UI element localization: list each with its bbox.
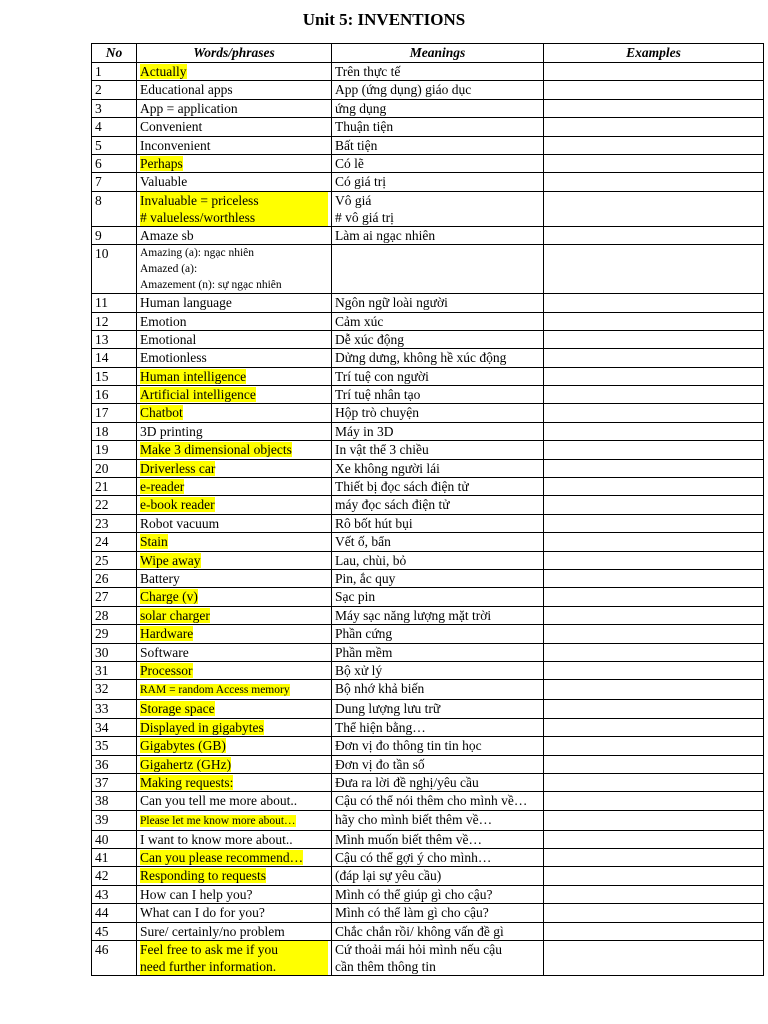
meaning-cell: Cậu có thể gợi ý cho mình… [332,849,544,867]
row-number: 37 [92,773,137,791]
row-number: 25 [92,551,137,569]
table-header-row [92,44,764,63]
table-row [92,792,764,810]
row-number: 30 [92,643,137,661]
row-number: 4 [92,118,137,136]
word-phrase-cell [137,867,332,885]
word-phrase-cell [137,941,332,976]
example-cell [544,191,764,226]
table-row [92,718,764,736]
row-number: 29 [92,625,137,643]
word-phrase-text: Battery [140,570,180,586]
word-phrase-cell [137,755,332,773]
meaning-cell [332,191,544,226]
row-number: 6 [92,154,137,172]
table-row [92,867,764,885]
row-number: 11 [92,294,137,312]
table-row [92,773,764,791]
word-phrase-cell [137,478,332,496]
meaning-cell: Phần cứng [332,625,544,643]
example-cell [544,226,764,244]
meaning-cell: Trên thực tế [332,63,544,81]
example-cell [544,700,764,718]
word-phrase-cell [137,810,332,830]
word-phrase-text: Making requests: [140,774,234,790]
table-row [92,367,764,385]
meaning-cell: máy đọc sách điện tử [332,496,544,514]
example-cell [544,294,764,312]
table-row [92,330,764,348]
table-row [92,496,764,514]
word-phrase-text: I want to know more about.. [140,831,293,847]
meaning-cell: Xe không người lái [332,459,544,477]
word-phrase-cell [137,154,332,172]
meaning-cell: Trí tuệ nhân tạo [332,386,544,404]
example-cell [544,496,764,514]
table-row [92,588,764,606]
word-phrase-text: Can you please recommend… [140,850,304,866]
example-cell [544,810,764,830]
word-phrase-cell [137,533,332,551]
table-row [92,514,764,532]
header-words-phrases: Words/phrases [137,44,332,63]
example-cell [544,154,764,172]
word-phrase-line: # valueless/worthless [140,209,328,226]
meaning-cell: App (ứng dụng) giáo dục [332,81,544,99]
word-phrase-cell [137,459,332,477]
word-phrase-cell [137,330,332,348]
word-phrase-text: Charge (v) [140,589,198,605]
page-title: Unit 5: INVENTIONS [302,10,466,29]
word-phrase-line: Feel free to ask me if you [140,941,328,958]
word-phrase-text: Robot vacuum [140,515,220,531]
meaning-cell: Vết ố, bẩn [332,533,544,551]
header-no: No [92,44,137,63]
word-phrase-cell [137,386,332,404]
table-row [92,680,764,700]
meaning-cell: Bộ xử lý [332,661,544,679]
meaning-cell: Có giá trị [332,173,544,191]
table-row [92,551,764,569]
meaning-cell: Đơn vị đo thông tin tin học [332,737,544,755]
meaning-cell: hãy cho mình biết thêm về… [332,810,544,830]
word-phrase-cell [137,885,332,903]
table-row [92,830,764,848]
meaning-cell: Mình muốn biết thêm về… [332,830,544,848]
word-phrase-cell [137,496,332,514]
word-phrase-cell [137,922,332,940]
word-phrase-cell [137,367,332,385]
row-number: 26 [92,569,137,587]
example-cell [544,386,764,404]
meaning-cell: ứng dụng [332,99,544,117]
word-phrase-text: Displayed in gigabytes [140,719,264,735]
example-cell [544,625,764,643]
word-phrase-line: Amazed (a): [140,263,198,276]
example-cell [544,459,764,477]
word-phrase-text: Emotional [140,331,197,347]
word-phrase-text: Software [140,644,189,660]
table-row [92,312,764,330]
table-row [92,459,764,477]
table-row [92,606,764,624]
meaning-cell: Chắc chắn rồi/ không vấn đề gì [332,922,544,940]
row-number: 46 [92,941,137,976]
row-number: 17 [92,404,137,422]
word-phrase-cell [137,661,332,679]
word-phrase-cell [137,312,332,330]
example-cell [544,606,764,624]
row-number: 34 [92,718,137,736]
word-phrase-text: Convenient [140,119,203,135]
word-phrase-cell [137,773,332,791]
row-number: 39 [92,810,137,830]
row-number: 13 [92,330,137,348]
example-cell [544,245,764,294]
word-phrase-text: Stain [140,534,168,550]
example-cell [544,404,764,422]
word-phrase-line: Amazing (a): ngạc nhiên [140,247,254,260]
row-number: 44 [92,904,137,922]
row-number: 32 [92,680,137,700]
example-cell [544,885,764,903]
word-phrase-cell [137,849,332,867]
word-phrase-text: Human intelligence [140,368,247,384]
word-phrase-cell [137,226,332,244]
word-phrase-text: Wipe away [140,552,201,568]
example-cell [544,941,764,976]
example-cell [544,661,764,679]
word-phrase-cell [137,404,332,422]
word-phrase-cell [137,349,332,367]
meaning-cell [332,245,544,294]
example-cell [544,737,764,755]
row-number: 2 [92,81,137,99]
row-number: 42 [92,867,137,885]
word-phrase-cell [137,588,332,606]
word-phrase-cell [137,606,332,624]
example-cell [544,312,764,330]
header-examples: Examples [544,44,764,63]
table-row [92,404,764,422]
word-phrase-cell [137,680,332,700]
row-number: 3 [92,99,137,117]
word-phrase-cell [137,99,332,117]
meaning-cell: Thuận tiện [332,118,544,136]
table-row [92,737,764,755]
table-row [92,885,764,903]
word-phrase-text: e-reader [140,479,185,495]
example-cell [544,118,764,136]
word-phrase-text: Valuable [140,174,188,190]
row-number: 21 [92,478,137,496]
meaning-cell: Bất tiện [332,136,544,154]
header-meanings: Meanings [332,44,544,63]
example-cell [544,569,764,587]
example-cell [544,792,764,810]
example-cell [544,755,764,773]
table-row [92,136,764,154]
row-number: 35 [92,737,137,755]
example-cell [544,551,764,569]
word-phrase-text: What can I do for you? [140,905,265,921]
row-number: 8 [92,191,137,226]
word-phrase-text: Storage space [140,701,215,717]
example-cell [544,367,764,385]
table-row [92,643,764,661]
example-cell [544,478,764,496]
table-row [92,81,764,99]
word-phrase-cell [137,737,332,755]
example-cell [544,422,764,440]
meaning-cell: Đơn vị đo tần số [332,755,544,773]
row-number: 15 [92,367,137,385]
word-phrase-text: Driverless car [140,460,216,476]
meaning-cell: Thiết bị đọc sách điện tử [332,478,544,496]
row-number: 18 [92,422,137,440]
word-phrase-cell [137,191,332,226]
word-phrase-cell [137,718,332,736]
meaning-cell: Dễ xúc động [332,330,544,348]
word-phrase-cell [137,551,332,569]
row-number: 24 [92,533,137,551]
table-row [92,441,764,459]
example-cell [544,773,764,791]
meaning-cell: Cậu có thể nói thêm cho mình về… [332,792,544,810]
meaning-cell: Thể hiện bằng… [332,718,544,736]
word-phrase-text: App = application [140,100,238,116]
example-cell [544,81,764,99]
word-phrase-text: Responding to requests [140,868,266,884]
table-row [92,349,764,367]
word-phrase-cell [137,792,332,810]
table-row [92,941,764,976]
meaning-cell: In vật thể 3 chiều [332,441,544,459]
word-phrase-text: Perhaps [140,155,183,171]
meaning-cell: Phần mềm [332,643,544,661]
word-phrase-cell [137,830,332,848]
meaning-line: Vô giá [335,192,372,208]
table-row [92,810,764,830]
example-cell [544,849,764,867]
meaning-cell: Ngôn ngữ loài người [332,294,544,312]
table-row [92,422,764,440]
row-number: 36 [92,755,137,773]
word-phrase-text: Gigahertz (GHz) [140,756,232,772]
meaning-cell: Dung lượng lưu trữ [332,700,544,718]
row-number: 1 [92,63,137,81]
row-number: 22 [92,496,137,514]
word-phrase-line: Amazement (n): sự ngạc nhiên [140,279,282,292]
word-phrase-text: Make 3 dimensional objects [140,442,292,458]
example-cell [544,830,764,848]
row-number: 45 [92,922,137,940]
table-row [92,625,764,643]
table-row [92,922,764,940]
row-number: 33 [92,700,137,718]
meaning-cell: Mình có thể giúp gì cho cậu? [332,885,544,903]
meaning-cell: Pin, ắc quy [332,569,544,587]
row-number: 12 [92,312,137,330]
table-row [92,63,764,81]
example-cell [544,643,764,661]
table-row [92,849,764,867]
meaning-cell: Máy sạc năng lượng mặt trời [332,606,544,624]
word-phrase-text: solar charger [140,607,210,623]
example-cell [544,330,764,348]
example-cell [544,441,764,459]
example-cell [544,904,764,922]
word-phrase-cell [137,422,332,440]
table-row [92,154,764,172]
word-phrase-cell [137,136,332,154]
row-number: 10 [92,245,137,294]
word-phrase-cell [137,63,332,81]
table-row [92,173,764,191]
word-phrase-text: Processor [140,662,193,678]
example-cell [544,588,764,606]
row-number: 38 [92,792,137,810]
word-phrase-cell [137,294,332,312]
example-cell [544,533,764,551]
meaning-cell: Lau, chùi, bỏ [332,551,544,569]
word-phrase-cell [137,643,332,661]
row-number: 16 [92,386,137,404]
word-phrase-cell [137,514,332,532]
row-number: 28 [92,606,137,624]
example-cell [544,349,764,367]
meaning-cell: Máy in 3D [332,422,544,440]
meaning-line: cần thêm thông tin [335,959,436,975]
meaning-cell: Đưa ra lời đề nghị/yêu cầu [332,773,544,791]
word-phrase-text: Sure/ certainly/no problem [140,923,285,939]
meaning-line: # vô giá trị [335,209,394,225]
word-phrase-text: Inconvenient [140,137,211,153]
word-phrase-cell [137,569,332,587]
word-phrase-text: Actually [140,64,187,79]
table-row [92,99,764,117]
table-row [92,904,764,922]
row-number: 20 [92,459,137,477]
example-cell [544,922,764,940]
meaning-cell: Rô bốt hút bụi [332,514,544,532]
word-phrase-text: Gigabytes (GB) [140,738,226,754]
word-phrase-text: 3D printing [140,423,203,439]
word-phrase-cell [137,173,332,191]
table-row [92,700,764,718]
meaning-cell: Mình có thể làm gì cho cậu? [332,904,544,922]
table-row [92,478,764,496]
word-phrase-text: Human language [140,295,232,311]
example-cell [544,718,764,736]
row-number: 7 [92,173,137,191]
table-row [92,294,764,312]
word-phrase-text: How can I help you? [140,886,253,902]
word-phrase-text: Hardware [140,626,194,642]
example-cell [544,99,764,117]
meaning-cell: (đáp lại sự yêu cầu) [332,867,544,885]
row-number: 43 [92,885,137,903]
table-row [92,533,764,551]
row-number: 31 [92,661,137,679]
meaning-cell: Trí tuệ con người [332,367,544,385]
word-phrase-cell [137,904,332,922]
table-row [92,569,764,587]
word-phrase-text: Emotion [140,313,187,329]
word-phrase-text: Chatbot [140,405,183,421]
row-number: 41 [92,849,137,867]
word-phrase-text: Please let me know more about… [140,814,296,827]
word-phrase-text: Amaze sb [140,227,194,243]
table-row [92,191,764,226]
meaning-cell: Làm ai ngạc nhiên [332,226,544,244]
row-number: 9 [92,226,137,244]
word-phrase-text: Can you tell me more about.. [140,793,298,809]
example-cell [544,63,764,81]
example-cell [544,514,764,532]
table-row [92,118,764,136]
word-phrase-cell [137,625,332,643]
word-phrase-text: Emotionless [140,350,207,366]
table-row [92,386,764,404]
example-cell [544,867,764,885]
row-number: 19 [92,441,137,459]
meaning-cell: Bộ nhớ khả biến [332,680,544,700]
row-number: 27 [92,588,137,606]
word-phrase-line: need further information. [140,958,328,975]
meaning-cell [332,941,544,976]
row-number: 23 [92,514,137,532]
table-row [92,226,764,244]
meaning-cell: Cảm xúc [332,312,544,330]
word-phrase-text: e-book reader [140,497,215,513]
row-number: 5 [92,136,137,154]
meaning-cell: Sạc pin [332,588,544,606]
word-phrase-text: Artificial intelligence [140,387,256,403]
word-phrase-cell [137,700,332,718]
word-phrase-line: Invaluable = priceless [140,192,328,209]
table-row [92,661,764,679]
word-phrase-cell [137,81,332,99]
word-phrase-cell [137,245,332,294]
word-phrase-cell [137,441,332,459]
table-row [92,245,764,294]
word-phrase-text: Educational apps [140,82,233,98]
vocabulary-table [91,43,764,976]
table-row [92,755,764,773]
meaning-cell: Có lẽ [332,154,544,172]
example-cell [544,680,764,700]
example-cell [544,136,764,154]
row-number: 14 [92,349,137,367]
meaning-line: Cứ thoải mái hỏi mình nếu cậu [335,942,503,958]
meaning-cell: Hộp trò chuyện [332,404,544,422]
word-phrase-text: RAM = random Access memory [140,684,290,697]
meaning-cell: Dửng dưng, không hề xúc động [332,349,544,367]
row-number: 40 [92,830,137,848]
word-phrase-cell [137,118,332,136]
example-cell [544,173,764,191]
